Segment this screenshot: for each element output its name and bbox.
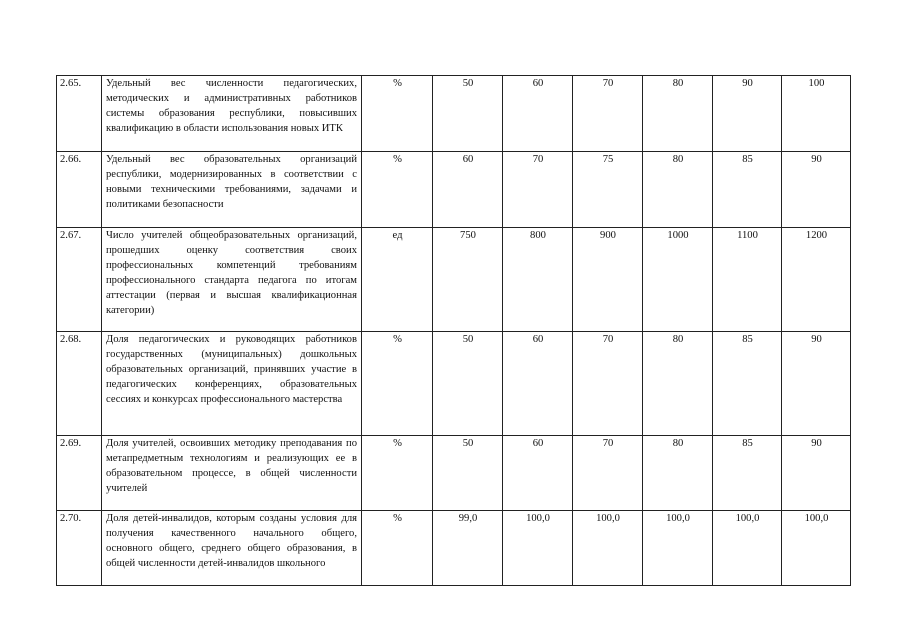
value-cell: 99,0: [433, 511, 503, 586]
value-cell: 800: [503, 228, 573, 332]
indicator-description: Удельный вес численности педагогических, методических и административных работников системы образования республики, повысивших квалификацию в области использования новых ИТК: [102, 76, 362, 152]
row-number: 2.66.: [57, 152, 102, 228]
value-cell: 80: [643, 152, 713, 228]
indicator-description: Удельный вес образовательных организаций республики, модернизированных в соответствии с новыми техническими требованиями, задачами и политиками безопасности: [102, 152, 362, 228]
indicator-description: [102, 511, 362, 586]
value-cell: 60: [503, 436, 573, 511]
value-cell: 70: [503, 152, 573, 228]
value-cell: 60: [433, 152, 503, 228]
value-cell: 50: [433, 332, 503, 436]
table-row: [57, 511, 851, 586]
value-cell: 80: [643, 436, 713, 511]
value-cell: 70: [573, 332, 643, 436]
row-number: 2.69.: [57, 436, 102, 511]
value-cell: 100,0: [573, 511, 643, 586]
unit-cell: ед: [362, 228, 433, 332]
unit-cell: %: [362, 511, 433, 586]
value-cell: 90: [782, 152, 851, 228]
table-row: [57, 152, 851, 228]
indicator-description: Число учителей общеобразовательных организаций, прошедших оценку соответствия своих профессиональных компетенций требованиям профессионального стандарта педагога по итогам аттестации (первая и высшая квалификационная категории): [102, 228, 362, 332]
value-cell: 1000: [643, 228, 713, 332]
value-cell: 900: [573, 228, 643, 332]
table-row: [57, 228, 851, 332]
row-number: 2.67.: [57, 228, 102, 332]
row-number: 2.70.: [57, 511, 102, 586]
value-cell: 85: [713, 152, 782, 228]
row-number: 2.65.: [57, 76, 102, 152]
value-cell: 750: [433, 228, 503, 332]
value-cell: 1200: [782, 228, 851, 332]
value-cell: 60: [503, 332, 573, 436]
value-cell: 90: [782, 332, 851, 436]
description-text: Доля детей-инвалидов, которым созданы условия для получения качественного начального общего, основного общего, среднего общего образования, в общей численности детей-инвалидов школьного: [106, 513, 357, 569]
value-cell: 75: [573, 152, 643, 228]
table-row: [57, 76, 851, 152]
value-cell: 50: [433, 76, 503, 152]
indicators-table: [56, 75, 851, 586]
value-cell: 1100: [713, 228, 782, 332]
value-cell: 50: [433, 436, 503, 511]
value-cell: 100: [782, 76, 851, 152]
value-cell: 100,0: [782, 511, 851, 586]
value-cell: 100,0: [503, 511, 573, 586]
value-cell: 85: [713, 332, 782, 436]
value-cell: 100,0: [713, 511, 782, 586]
value-cell: 70: [573, 436, 643, 511]
indicator-description: Доля учителей, освоивших методику преподавания по метапредметным технологиям и реализующих ее в образовательном процессе, в общей численности учителей: [102, 436, 362, 511]
unit-cell: %: [362, 76, 433, 152]
indicator-description: Доля педагогических и руководящих работников государственных (муниципальных) дошкольных образовательных организаций, принявших участие в педагогических конференциях, образовательных сессиях и конкурсах профессионального мастерства: [102, 332, 362, 436]
value-cell: 60: [503, 76, 573, 152]
table-row: [57, 332, 851, 436]
unit-cell: %: [362, 436, 433, 511]
unit-cell: %: [362, 332, 433, 436]
table-row: [57, 436, 851, 511]
row-number: 2.68.: [57, 332, 102, 436]
value-cell: 70: [573, 76, 643, 152]
unit-cell: %: [362, 152, 433, 228]
value-cell: 80: [643, 332, 713, 436]
value-cell: 85: [713, 436, 782, 511]
value-cell: 80: [643, 76, 713, 152]
value-cell: 100,0: [643, 511, 713, 586]
value-cell: 90: [713, 76, 782, 152]
value-cell: 90: [782, 436, 851, 511]
